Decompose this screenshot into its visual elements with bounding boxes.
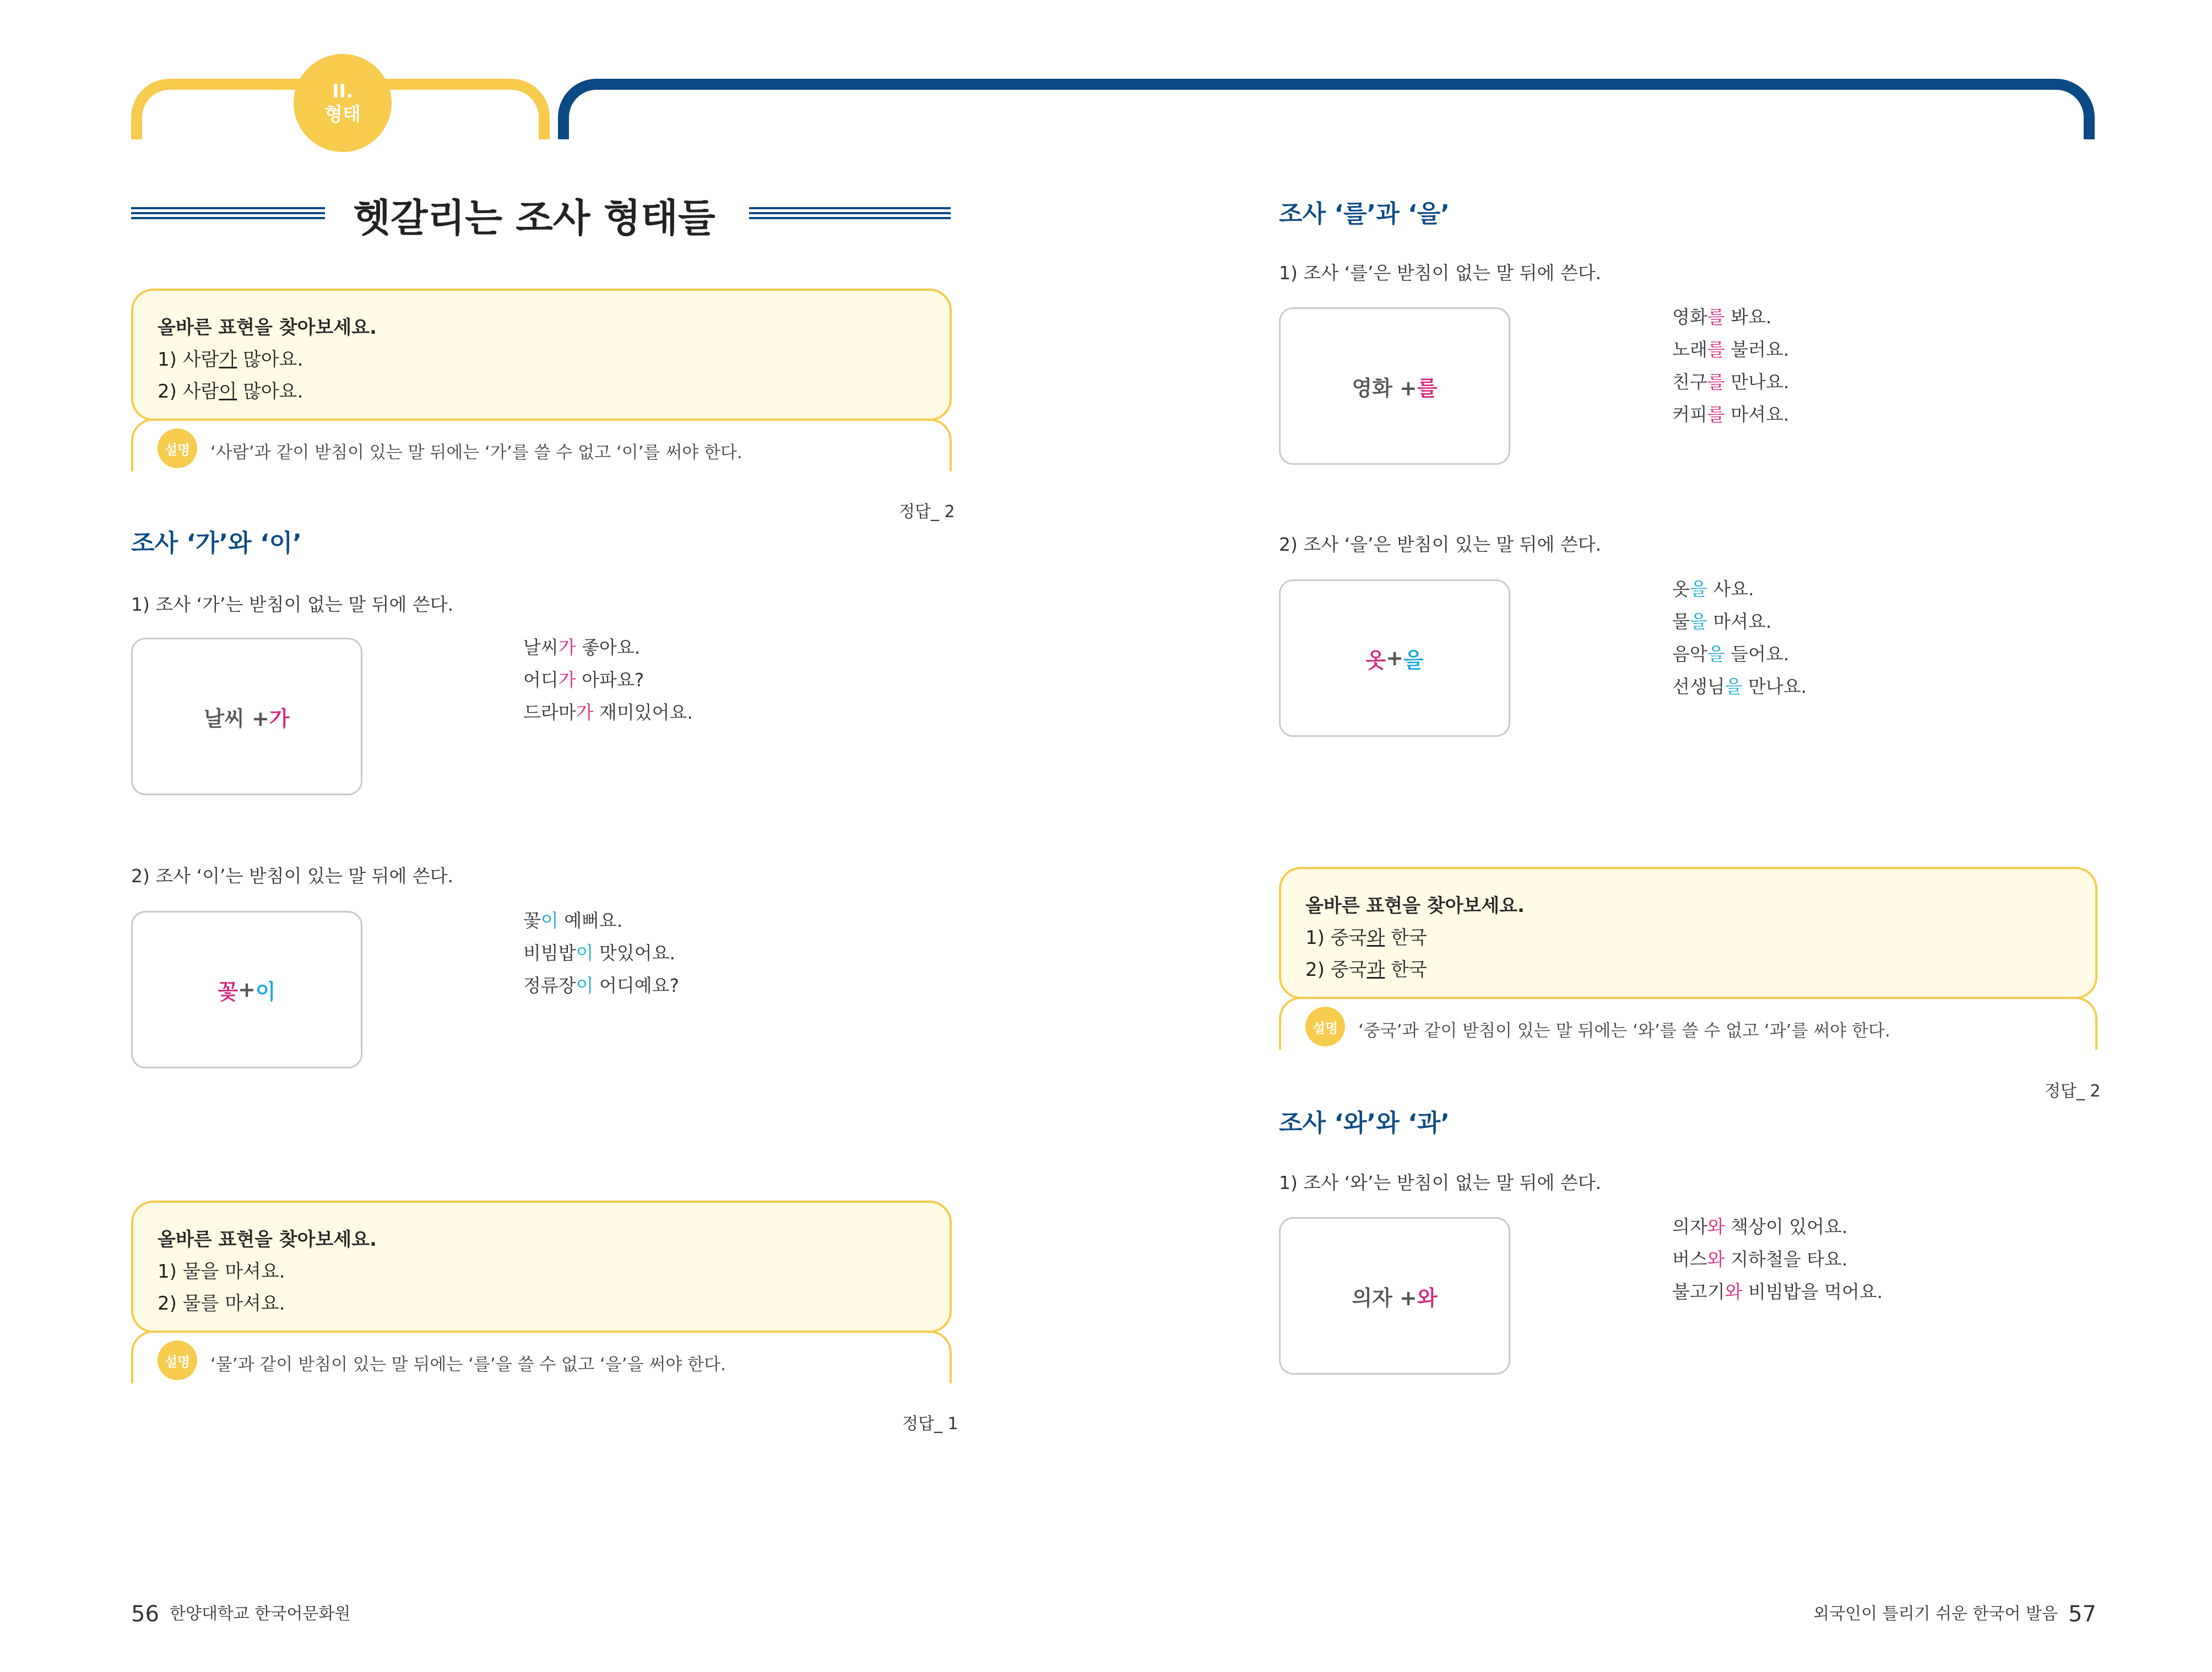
- example-list: [1672, 301, 1789, 431]
- example-box: 의자 + 와: [1279, 1217, 1510, 1375]
- answer-label: 정답_ 2: [2045, 1082, 2101, 1101]
- quiz-option-2[interactable]: 2) 사람이 많아요.: [158, 381, 303, 403]
- section-heading: 조사 ‘와’와 ‘과’: [1279, 1109, 1450, 1137]
- quiz-option-2[interactable]: 2) 물를 마셔요.: [158, 1293, 285, 1315]
- example-list: [523, 904, 679, 1002]
- explanation-text: ‘중국’과 같이 받침이 있는 말 뒤에는 ‘와’를 쓸 수 없고 ‘과’를 써야 한다.: [1358, 1021, 1890, 1041]
- quiz-option-1[interactable]: 1) 물을 마셔요.: [158, 1261, 285, 1283]
- footer-left: [131, 1600, 350, 1627]
- section-heading: 조사 ‘를’과 ‘을’: [1279, 200, 1450, 228]
- page-number-right: 57: [2068, 1602, 2096, 1627]
- answer-label: 정답_ 1: [902, 1414, 958, 1434]
- example-sentence: 드라마가 재미있어요.: [523, 702, 693, 723]
- explanation-box-3: [1279, 997, 2097, 1050]
- title-rule-left: [131, 207, 325, 221]
- chapter-badge: [294, 54, 392, 152]
- footer-publisher: 한양대학교 한국어문화원: [169, 1604, 351, 1624]
- quiz-question: 올바른 표현을 찾아보세요.: [158, 1229, 377, 1251]
- quiz-question: 올바른 표현을 찾아보세요.: [1305, 895, 1525, 917]
- example-sentence: 음악을 들어요.: [1672, 643, 1790, 665]
- example-box: 옷 + 을: [1279, 579, 1510, 737]
- example-sentence: 선생님을 만나요.: [1672, 676, 1807, 697]
- footer-right: [1813, 1600, 2096, 1627]
- example-sentence: 날씨가 좋아요.: [523, 637, 641, 658]
- example-sentence: 옷을 사요.: [1672, 578, 1754, 600]
- explain-badge: 설명: [158, 428, 197, 468]
- example-sentence: 노래를 불러요.: [1672, 339, 1790, 360]
- example-sentence: 불고기와 비빔밥을 먹어요.: [1672, 1281, 1883, 1302]
- example-sentence: 정류장이 어디예요?: [523, 975, 680, 996]
- example-box: 날씨 + 가: [131, 638, 362, 795]
- example-sentence: 친구를 만나요.: [1672, 371, 1790, 393]
- chapter-bar-blue: [558, 79, 2095, 139]
- rule-text: 2) 조사 ‘을’은 받침이 있는 말 뒤에 쓴다.: [1279, 534, 1602, 555]
- explanation-text: ‘물’과 같이 받침이 있는 말 뒤에는 ‘를’을 쓸 수 없고 ‘을’을 써야 한다.: [210, 1355, 726, 1375]
- chapter-name: 형태: [324, 104, 361, 126]
- page-number-left: 56: [131, 1602, 159, 1627]
- section-heading: 조사 ‘가’와 ‘이’: [131, 529, 302, 557]
- rule-text: 1) 조사 ‘가’는 받침이 없는 말 뒤에 쓴다.: [131, 594, 454, 615]
- example-box: 꽃 + 이: [131, 911, 362, 1068]
- footer-book-title: 외국인이 틀리기 쉬운 한국어 발음: [1813, 1604, 2058, 1624]
- example-sentence: 커피를 마셔요.: [1672, 404, 1790, 425]
- quiz-box-3: [1279, 867, 2097, 999]
- quiz-question: 올바른 표현을 찾아보세요.: [158, 317, 377, 339]
- example-sentence: 의자와 책상이 있어요.: [1672, 1216, 1848, 1237]
- example-sentence: 영화를 봐요.: [1672, 306, 1772, 328]
- title-rule-right: [749, 207, 951, 221]
- quiz-box-2: [131, 1201, 952, 1333]
- explain-badge: 설명: [1305, 1007, 1345, 1046]
- rule-text: 2) 조사 ‘이’는 받침이 있는 말 뒤에 쓴다.: [131, 865, 454, 887]
- rule-text: 1) 조사 ‘를’은 받침이 없는 말 뒤에 쓴다.: [1279, 262, 1602, 284]
- chapter-number: II.: [332, 80, 354, 102]
- example-sentence: 물을 마셔요.: [1672, 611, 1772, 632]
- answer-label: 정답_ 2: [899, 502, 955, 522]
- quiz-option-1[interactable]: 1) 중국와 한국: [1305, 927, 1427, 949]
- explanation-box-1: [131, 419, 952, 471]
- page-title: 헷갈리는 조사 형태들: [353, 196, 715, 241]
- example-list: [1672, 573, 1807, 703]
- example-sentence: 버스와 지하철을 타요.: [1672, 1248, 1848, 1270]
- quiz-option-1[interactable]: 1) 사람가 많아요.: [158, 349, 303, 371]
- explanation-text: ‘사람’과 같이 받침이 있는 말 뒤에는 ‘가’를 쓸 수 없고 ‘이’를 써야 한다.: [210, 443, 742, 463]
- quiz-box-1: [131, 289, 952, 421]
- example-sentence: 어디가 아파요?: [523, 669, 644, 691]
- rule-text: 1) 조사 ‘와’는 받침이 없는 말 뒤에 쓴다.: [1279, 1172, 1602, 1193]
- example-box: 영화 + 를: [1279, 307, 1510, 465]
- explain-badge: 설명: [158, 1340, 197, 1380]
- example-sentence: 비빔밥이 맛있어요.: [523, 942, 676, 964]
- example-list: [523, 631, 693, 729]
- explanation-box-2: [131, 1331, 952, 1383]
- quiz-option-2[interactable]: 2) 중국과 한국: [1305, 959, 1427, 981]
- example-list: [1672, 1210, 1883, 1308]
- example-sentence: 꽃이 예뻐요.: [523, 910, 623, 931]
